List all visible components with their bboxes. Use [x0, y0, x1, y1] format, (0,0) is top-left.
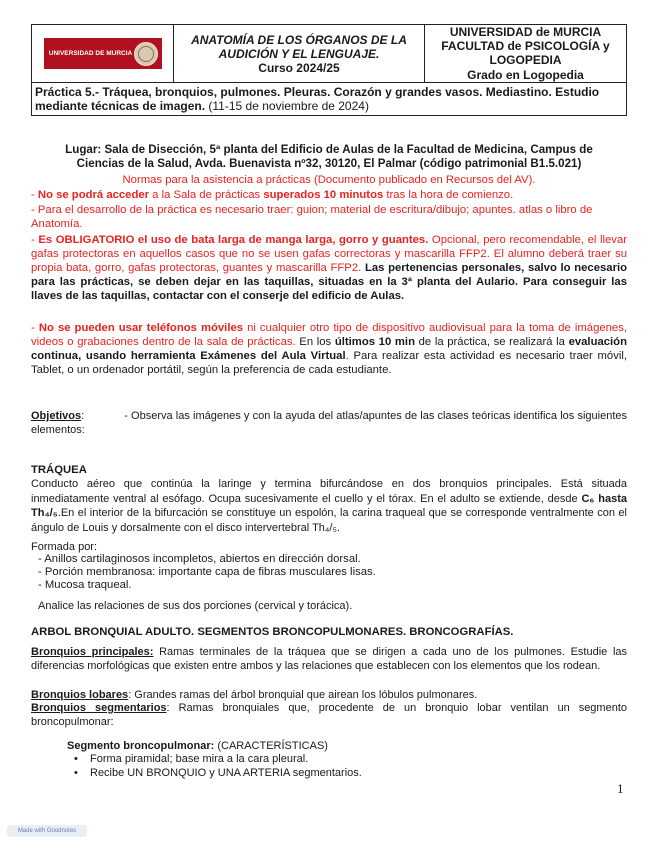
goodnotes-badge: Made with Goodnotes [7, 825, 87, 837]
norms-title: Normas para la asistencia a prácticas (Documento publicado en Recursos del AV). [122, 174, 536, 186]
rule-access-bold: No se podrá acceder [37, 189, 150, 201]
rule-eval-e: . Para realizar esta actividad es necesario traer móvil, Tablet, o un ordenador portátil, según la preferencia de cada estudiante. [31, 350, 628, 376]
university-name: UNIVERSIDAD de MURCIA [449, 25, 602, 39]
practice-title: Práctica 5.- Tráquea, bronquios, pulmones. Pleuras. Corazón y grandes vasos. Mediastino. Estudio mediante técnicas de imagen. [35, 85, 600, 113]
page-number: 1 [617, 781, 624, 796]
rule-eval-c: de la práctica, se realizará la [414, 336, 569, 348]
course-year: Curso 2024/25 [258, 60, 340, 75]
university-logo [44, 38, 162, 69]
rule-access [31, 188, 627, 202]
lobar-bronchi-label: Bronquios lobares [31, 689, 129, 701]
rule-phones [31, 321, 627, 377]
practice-cell [32, 83, 627, 116]
segmental-bronchi-text: : Ramas bronquiales que, procedente de un bronquio lobar ventilan un segmento broncopulmonar: [31, 702, 628, 728]
location-text: Lugar: Sala de Disección, 5ª planta del Edificio de Aulas de la Facultad de Medicina, Campus de Ciencias de la Salud, Avda. Buenavista nº32, 30120, El Palmar (código patrimonial B1.5.021) [65, 143, 593, 170]
trachea-components [38, 553, 376, 592]
logo-cell [32, 25, 174, 83]
rule-phones-dash: - [31, 322, 39, 334]
rule-phones-bold: No se pueden usar teléfonos móviles [38, 322, 244, 334]
rule-eval-d: evaluación continua, usando herramienta Exámenes del Aula Virtual [31, 336, 627, 362]
rule-eval-b: últimos 10 min [334, 336, 415, 348]
rule-access-time: superados 10 minutos [263, 189, 384, 201]
segment-label: Segmento broncopulmonar: [67, 740, 215, 752]
trachea-description [31, 477, 627, 535]
faculty-name: FACULTAD de PSICOLOGÍA y LOGOPEDIA [441, 39, 610, 67]
rule-clothing-bold: Es OBLIGATORIO el uso de bata larga de manga larga, gorro y guantes. [38, 234, 429, 246]
segment-heading [67, 739, 567, 753]
course-cell [174, 25, 425, 83]
trachea-heading: TRÁQUEA [31, 464, 87, 476]
objectives-text: - Observa las imágenes y con la ayuda del atlas/apuntes de las clases teóricas identifica los siguientes elementos: [31, 410, 627, 436]
lobar-bronchi-text: : Grandes ramas del árbol bronquial que airean los lóbulos pulmonares. [128, 689, 478, 701]
lobar-bronchi [31, 688, 627, 702]
list-item: - Porción membranosa: importante capa de fibras musculares lisas. [38, 566, 376, 578]
trachea-levels: C₆ hasta Th₄/₅ [31, 492, 627, 519]
rule-lockers: Las pertenencias personales, salvo lo necesario para las prácticas, se deben dejar en las taquillas, situadas en la 3ª planta del Aulario. Para conseguir las llaves de las taquillas, contactar con el conserje del edificio de Aulas. [31, 262, 627, 302]
segmental-bronchi [31, 701, 627, 729]
objectives-label: Objetivos [31, 410, 82, 422]
university-cell [425, 25, 627, 83]
principal-bronchi-label: Bronquios principales: [31, 646, 154, 658]
segment-characteristics: (CARACTERÍSTICAS) [214, 740, 328, 752]
objectives [31, 409, 627, 437]
list-item: • Forma piramidal; base mira a la cara pleural. [90, 752, 362, 766]
seal-icon [134, 42, 158, 66]
rule-eval-a: En los [295, 336, 335, 348]
degree-name: Grado en Logopedia [467, 68, 584, 82]
logo-text: UNIVERSIDAD DE MURCIA [48, 50, 133, 57]
principal-bronchi-text: Ramas terminales de la tráquea que se dirigen a cada uno de los pulmones. Estudie las diferencias morfológicas que existen entre ambos y las relaciones que establecen con los elementos que los rodean. [31, 646, 628, 672]
course-title: ANATOMÍA DE LOS ÓRGANOS DE LA AUDICIÓN Y EL LENGUAJE. [191, 32, 407, 61]
objectives-colon: : [81, 410, 85, 422]
list-item: - Anillos cartilaginosos incompletos, abiertos en dirección dorsal. [38, 553, 361, 565]
rule-access-text: a la Sala de prácticas [149, 189, 264, 201]
segment-bullets [90, 752, 362, 780]
rule-clothing [31, 233, 627, 303]
trachea-analyze: Analice las relaciones de sus dos porciones (cervical y torácica). [38, 600, 353, 612]
principal-bronchi [31, 645, 627, 673]
bronchial-heading: ARBOL BRONQUIAL ADULTO. SEGMENTOS BRONCOPULMONARES. BRONCOGRAFÍAS. [31, 626, 514, 638]
practice-dates: (11-15 de noviembre de 2024) [208, 99, 369, 113]
rule-access-end: tras la hora de comienzo. [383, 189, 514, 201]
rule-materials: - Para el desarrollo de la práctica es necesario traer: guion; material de escritura/dibujo; apuntes. atlas o libro de Anatomía. [31, 204, 593, 230]
list-item: - Mucosa traqueal. [38, 579, 132, 591]
rule-access-dash: - [31, 189, 38, 201]
trachea-text-a: Conducto aéreo que continúa la laringe y termina bifurcándose en dos bronquios principales. Está situada inmediatamente ventral al esófago. Ocupa sucesivamente el cuello y el tórax. En el adulto se extiende, desde [31, 478, 627, 505]
rule-phones-text: ni cualquier otro tipo de dispositivo audiovisual para la toma de imágenes, videos o grabaciones dentro de la sala de prácticas. [31, 322, 627, 348]
rule-clothing-dash: - [31, 234, 39, 246]
segmental-bronchi-label: Bronquios segmentarios [31, 702, 167, 714]
trachea-text-b: .En el interior de la bifurcación se constituye un espolón, la carina traqueal que se corresponde ventralmente con el ángulo de Louis y dorsalmente con el disco intervertebral Th₄/₅. [31, 507, 627, 534]
rule-clothing-text: Opcional, pero recomendable, el llevar gafas protectoras en aquellos casos que no se usen gafas correctoras y mascarilla FFP2. El alumno deberá traer su propia bata, gorro, gafas protectoras, guantes y mascarilla FFP2. [31, 234, 627, 274]
header-table [31, 24, 627, 116]
formed-by-label: Formada por: [31, 541, 98, 553]
list-item: • Recibe UN BRONQUIO y UNA ARTERIA segmentarios. [90, 766, 362, 780]
